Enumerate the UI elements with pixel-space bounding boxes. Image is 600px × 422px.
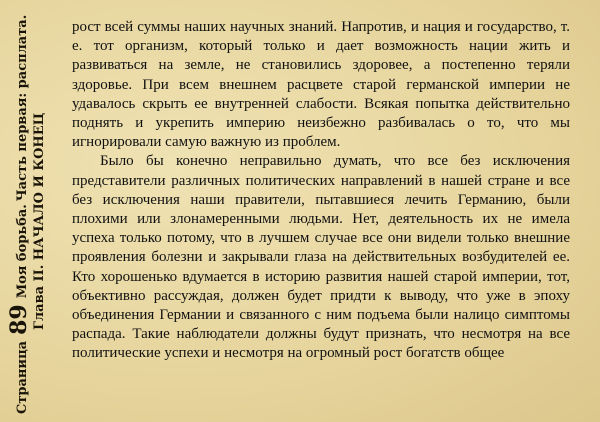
body-text bbox=[72, 18, 570, 418]
sidebar-rotated-caption bbox=[8, 4, 50, 414]
paragraph-1: рост всей суммы наших научных знаний. Напротив, и нация и государство, т. е. тот организм, который только и дает возможность нации жить и развиваться на земле, не становились здоровее, а постепенно теряли здоровье. При всем внешнем расцвете старой германской империи не удавалось скрыть ее внутренней слабости. Всякая попытка действительно поднять и укрепить империю неизбежно разбивалась о то, что мы игнорировали самую важную из проблем. bbox=[72, 19, 570, 151]
paragraph-2: Было бы конечно неправильно думать, что все без исключения представители различных политических направлений в нашей стране и все без исключения наши правители, пытавшиеся лечить Германию, были плохими или злонамеренными людьми. Нет, деятельность их не имела успеха только потому, что в лучшем случае все они видели только внешние проявления болезни и закрывали глаза на действительных возбудителей ее. Кто хорошенько вдумается в историю развития нашей старой империи, тот, объективно рассуждая, должен будет придти к выводу, что уже в эпоху объединения Германии и связанного с ним подъема были налицо симптомы распада. Такие наблюдатели должны будут признать, что несмотря на все политические успехи и несмотря на огромный рост богатств общее bbox=[72, 153, 570, 362]
part-title: Часть первая: расплата. bbox=[15, 14, 30, 202]
page-label: Страница bbox=[15, 340, 30, 414]
chapter-number: II. bbox=[32, 264, 47, 282]
chapter-title: НАЧАЛО И КОНЕЦ bbox=[32, 112, 47, 261]
sidebar-line-2 bbox=[30, 4, 50, 330]
chapter-label: Глава bbox=[32, 285, 47, 330]
page-number: 89 bbox=[6, 304, 32, 335]
sidebar-line-1 bbox=[8, 4, 30, 414]
page-sidebar bbox=[0, 0, 62, 422]
book-title: Моя борьба. bbox=[15, 204, 30, 299]
